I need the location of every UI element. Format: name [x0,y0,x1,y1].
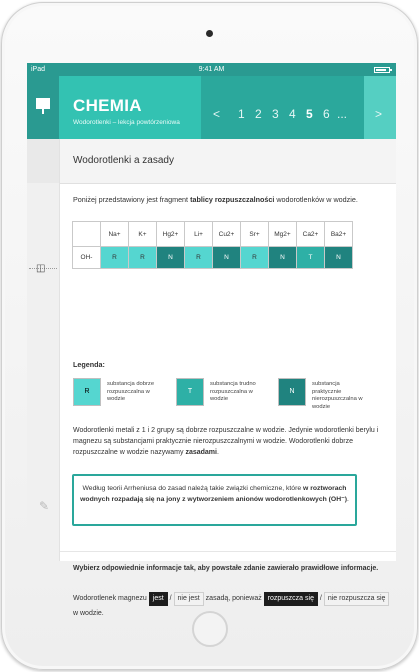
option-jest[interactable]: jest [149,592,168,606]
page-link-2[interactable]: 2 [255,107,262,121]
page-link-1[interactable]: 1 [238,107,245,121]
legend-swatch-t: T [176,378,204,406]
option-nie-jest[interactable]: nie jest [174,592,204,606]
board-button[interactable] [27,76,59,139]
page-link-more[interactable]: ... [337,107,348,121]
solubility-cell: N [325,247,353,269]
solubility-cell: R [101,247,129,269]
sidebar-header-cell [27,139,59,183]
legend-text-t: substancja trudno rozpuszczalna w wodzie [210,381,256,402]
anion-header: OH- [73,247,101,269]
legend-text-n: substancja praktycznie nierozpuszczalna w wodzie [312,381,363,410]
intro-paragraph [73,195,393,204]
solubility-cell: R [129,247,157,269]
solubility-cell: R [241,247,269,269]
camera [206,30,213,37]
page-title: CHEMIA [73,96,142,115]
lesson-header [27,76,396,139]
carrier-label: iPad [31,66,46,73]
cation-header: K+ [129,222,157,247]
cation-header: Sr+ [241,222,269,247]
legend-swatch-r: R [73,378,101,406]
section-divider [60,551,396,552]
sentence-part2: zasadą, ponieważ [205,595,262,602]
info-paragraph [73,425,391,458]
cation-header: Li+ [185,222,213,247]
solubility-cell: T [297,247,325,269]
info-end: . [216,449,219,456]
solubility-table [72,221,353,269]
battery-level [376,69,386,71]
cation-header: Ca2+ [297,222,325,247]
legend-swatch-n: N [278,378,306,406]
solubility-cell: N [213,247,241,269]
section-title-bar [60,139,396,184]
lesson-content [60,139,396,617]
ipad-frame [1,2,418,670]
option-rozpuszcza-sie[interactable]: rozpuszcza się [264,592,318,606]
sentence-part1: Wodorotlenek magnezu [73,595,147,602]
intro-text: Poniżej przedstawiony jest fragment [73,195,191,204]
task-sentence [73,591,391,621]
solubility-cell: N [157,247,185,269]
sentence-part3: w wodzie. [73,610,104,617]
legend-text-r: substancja dobrze rozpuszczalna w wodzie [107,381,155,402]
cation-header: Na+ [101,222,129,247]
theory-text: Według teorii Arrheniusa do zasad należą takie związki chemiczne, które [82,485,304,492]
prev-page-button[interactable]: < [213,107,221,121]
legend-title: Legenda: [73,360,105,369]
cation-header: Mg2+ [269,222,297,247]
theory-bold: w roztworach wodnych rozpadają się na jony z wytworzeniem anionów wodorotlenkowych (OH⁻) [80,485,347,503]
table-corner-cell [73,222,101,247]
page-link-3[interactable]: 3 [272,107,279,121]
intro-text-end: wodorotlenków w wodzie. [274,195,358,204]
task-instruction: Wybierz odpowiednie informacje tak, aby powstałe zdanie zawierało prawidłowe informacje. [73,565,379,572]
option-separator: / [169,595,172,602]
option-separator: / [319,595,322,602]
sidebar [27,139,60,561]
page-subtitle: Wodorotlenki – lekcja powtórzeniowa [73,119,180,126]
cation-header: Hg2+ [157,222,185,247]
chat-icon[interactable]: ◫ [36,263,46,274]
clock: 9:41 AM [198,66,225,73]
solubility-cell: R [185,247,213,269]
intro-bold: tablicy rozpuszczalności [190,195,275,204]
section-title: Wodorotlenki a zasady [73,155,174,166]
page-link-6[interactable]: 6 [323,107,330,121]
info-bold: zasadami [185,449,217,456]
screen [27,63,396,617]
next-page-button[interactable]: > [375,107,383,121]
status-bar [27,63,396,76]
page-link-5[interactable]: 5 [306,107,313,121]
cation-header: Ba2+ [325,222,353,247]
board-icon [36,98,50,109]
page-link-4[interactable]: 4 [289,107,296,121]
solubility-cell: N [269,247,297,269]
option-nie-rozpuszcza-sie[interactable]: nie rozpuszcza się [324,592,390,606]
pencil-icon[interactable]: ✎ [39,499,50,513]
theory-end: . [346,495,349,503]
theory-box [72,474,357,526]
info-text: Wodorotlenki metali z 1 i 2 grupy są dobrze rozpuszczalne w wodzie. Jedynie wodorotlenki berylu i magnezu są substancjami praktycznie nierozpuszczalnymi w wodzie. Wodorotlenki dobrze rozpuszczalne w wodzie nazywamy [73,427,379,456]
cation-header: Cu2+ [213,222,241,247]
battery-icon [374,67,390,73]
